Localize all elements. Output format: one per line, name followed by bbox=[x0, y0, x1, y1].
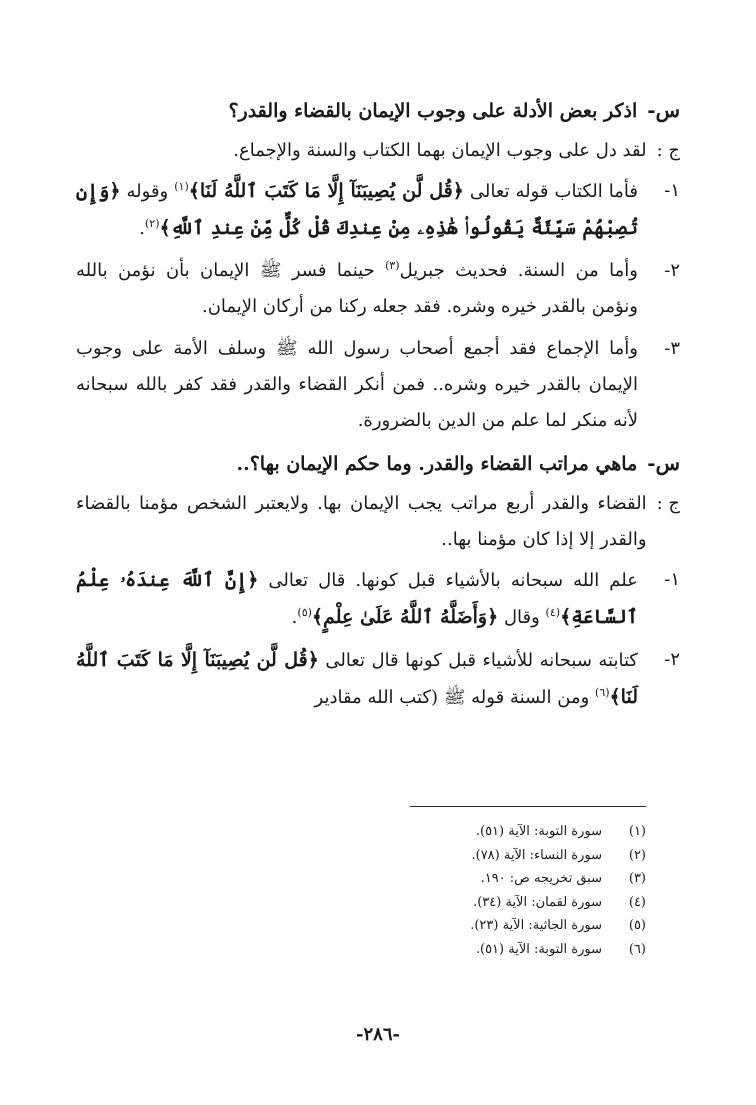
footnote-text: سورة لقمان: الآية (٣٤). bbox=[473, 894, 602, 910]
footnote-ref[interactable]: (٦) bbox=[595, 686, 610, 699]
list-item bbox=[76, 173, 680, 247]
item-text: وأما الإجماع فقد أجمع أصحاب رسول الله ﷺ وسلف الأمة على وجوب الإيمان بالقدر خيره وشره.. فمن أنكر القضاء والقدر فقد كفر بالله سبحانه لأنه منكر لما علم من الدين بالضرورة. bbox=[76, 338, 638, 431]
list-item bbox=[76, 562, 680, 636]
question-marker: س- bbox=[647, 451, 680, 475]
list-item bbox=[76, 642, 680, 716]
question-text: اذكر بعض الأدلة على وجوب الإيمان بالقضاء والقدر؟ bbox=[228, 100, 638, 122]
item-text-post: . bbox=[139, 218, 145, 239]
quran-verse: ﴿إِنَّ ٱللَّهَ عِندَهُۥ عِلْمُ ٱلسَّاعَةِ﴾ bbox=[76, 569, 638, 628]
item-text bbox=[76, 642, 638, 716]
footnote-ref[interactable]: (٣) bbox=[385, 259, 400, 272]
item-number: ٣- bbox=[664, 338, 680, 359]
item-text-pre: علم الله سبحانه بالأشياء قبل كونها. قال تعالى bbox=[258, 570, 638, 591]
answer-2 bbox=[76, 486, 680, 558]
item-text bbox=[76, 562, 638, 636]
item-text-pre: كتابته سبحانه للأشياء قبل كونها قال تعالى bbox=[318, 650, 638, 671]
footnote-text: سورة النساء: الآية (٧٨). bbox=[471, 847, 602, 863]
answer-text: لقد دل على وجوب الإيمان بهما الكتاب والسنة والإجماع. bbox=[233, 140, 647, 161]
answer-text: القضاء والقدر أربع مراتب يجب الإيمان بها. ولايعتبر الشخص مؤمنا بالقضاء والقدر إلا إذا كان مؤمنا بها.. bbox=[76, 493, 647, 550]
footnote-text: سورة الجاثية: الآية (٢٣). bbox=[470, 918, 602, 933]
footnotes bbox=[76, 820, 646, 961]
quran-verse: ﴿قُل لَّن يُصِيبَنَآ إِلَّا مَا كَتَبَ ٱللَّهُ لَنَا﴾ bbox=[188, 180, 464, 202]
item-text bbox=[76, 173, 638, 247]
item-text-pre: وأما من السنة. فحديث جبريل bbox=[399, 260, 639, 281]
item-text-post: ومن السنة قوله ﷺ (كتب الله مقادير bbox=[314, 687, 596, 708]
footnote-text: سبق تخريجه ص: ١٩٠. bbox=[480, 871, 602, 886]
footnote bbox=[76, 938, 646, 962]
footnote-number: (٦) bbox=[628, 941, 646, 957]
footnote-number: (٣) bbox=[628, 871, 646, 886]
footnote-number: (٥) bbox=[628, 918, 646, 933]
footnote bbox=[76, 914, 646, 938]
question-2 bbox=[76, 445, 680, 482]
item-text-post: . bbox=[291, 607, 298, 628]
answer-1 bbox=[76, 133, 680, 169]
answer-marker: ج : bbox=[656, 140, 680, 161]
item-text-mid: وقوله bbox=[120, 181, 175, 202]
question-1 bbox=[76, 92, 680, 129]
footnote-number: (٢) bbox=[628, 847, 646, 863]
page-number: -٢٨٦- bbox=[356, 1024, 400, 1045]
footnote-text: سورة التوبة: الآية (٥١). bbox=[475, 824, 602, 839]
quran-verse: ﴿وَأَضَلَّهُ ٱللَّهُ عَلَىٰ عِلْمٍ﴾ bbox=[311, 606, 499, 628]
quran-verse: ﴿وَإِن تُصِبْهُمْ سَيِّئَةٌ يَقُولُوا۟ هَٰذِهِۦ مِنْ عِندِكَ قُلْ كُلٌّ مِّنْ عِندِ ٱللَّهِ﴾ bbox=[76, 180, 638, 239]
footnote bbox=[76, 867, 646, 891]
footnote-divider bbox=[410, 806, 646, 807]
footnote-number: (٤) bbox=[628, 894, 646, 910]
footnote-ref[interactable]: (١) bbox=[174, 180, 189, 193]
list-item bbox=[76, 253, 680, 325]
item-text-mid: وقال bbox=[498, 607, 546, 628]
footnote-ref[interactable]: (٢) bbox=[144, 217, 160, 230]
list-item bbox=[76, 331, 680, 439]
footnote-text: سورة التوبة: الآية (٥١). bbox=[475, 941, 602, 957]
item-text bbox=[76, 253, 638, 325]
item-number: ٢- bbox=[664, 260, 680, 281]
item-number: ١- bbox=[664, 569, 680, 590]
footnote-number: (١) bbox=[628, 824, 646, 839]
footnote-ref[interactable]: (٤) bbox=[545, 606, 561, 619]
question-marker: س- bbox=[647, 98, 680, 122]
footnote bbox=[76, 844, 646, 868]
item-text-pre: فأما الكتاب قوله تعالى bbox=[463, 181, 638, 202]
footnote-ref[interactable]: (٥) bbox=[297, 606, 312, 619]
question-text: ماهي مراتب القضاء والقدر. وما حكم الإيمان بها؟.. bbox=[236, 453, 638, 475]
footnote bbox=[76, 820, 646, 844]
page-body bbox=[76, 92, 680, 722]
item-number: ١- bbox=[664, 180, 680, 201]
footnote bbox=[76, 891, 646, 915]
answer-marker: ج : bbox=[656, 493, 680, 514]
item-number: ٢- bbox=[664, 649, 680, 670]
quran-verse: ﴿قُل لَّن يُصِيبَنَآ إِلَّا مَا كَتَبَ ٱللَّهُ لَنَا﴾ bbox=[76, 649, 638, 708]
item-text-post: حينما فسر ﷺ الإيمان بأن نؤمن بالله ونؤمن بالقدر خيره وشره. فقد جعله ركنا من أركان الإيمان. bbox=[76, 260, 638, 317]
